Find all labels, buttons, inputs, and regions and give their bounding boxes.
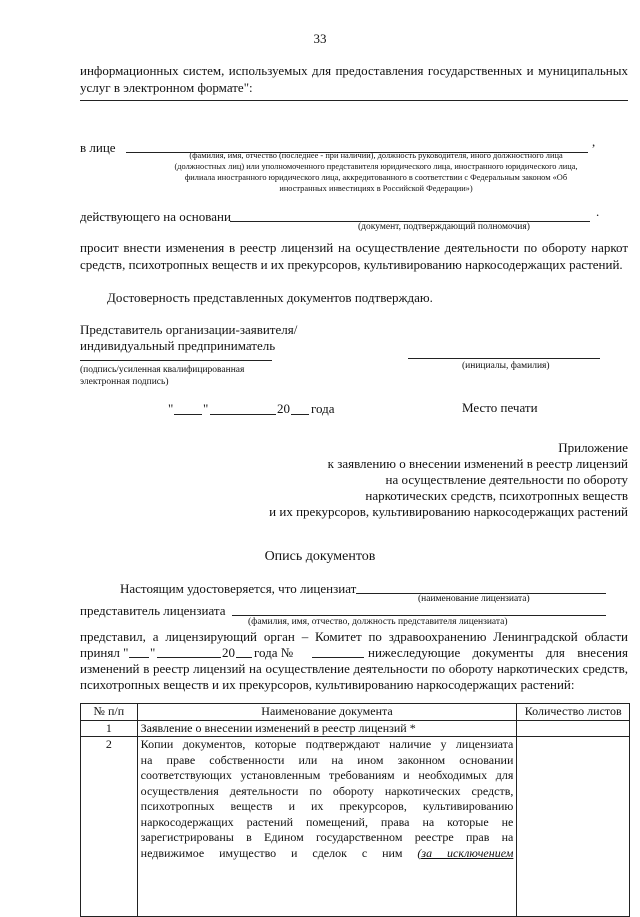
row-2-sheets (517, 737, 630, 917)
signature-caption-1: (подпись/усиленная квалифицированная (80, 365, 245, 375)
date-day-line (174, 414, 202, 415)
page-number: 33 (313, 31, 327, 46)
inventory-para-line-2-quote: " (150, 645, 156, 660)
date-year-suffix: года (311, 401, 335, 416)
date-year-line (291, 414, 309, 415)
signature-caption-2: электронная подпись) (80, 377, 169, 387)
annex-line-5: и их прекурсоров, культивированию наркосодержащих растений (269, 504, 628, 519)
accept-month-line (157, 657, 221, 658)
inventory-para-line-2-number: года № (254, 645, 294, 660)
representative-caption-line-3: филиала иностранного юридического лица, аккредитованного в соответствии с Федеральным законом «Об (184, 173, 568, 182)
accept-year-line (236, 657, 252, 658)
annex-line-1: Приложение (558, 440, 628, 455)
row-2-line-8-tail: (за исключением (417, 845, 514, 860)
date-year-prefix: 20 (277, 401, 290, 416)
documents-table (80, 703, 630, 917)
initials-caption: (инициалы, фамилия) (462, 361, 550, 371)
inventory-para-line-1: представил, а лицензирующий орган – Комитет по здравоохранению Ленинградской области (80, 629, 628, 644)
row-2-line-5: психотропных веществ и их прекурсоров, культивированию (140, 799, 514, 813)
table-row (81, 737, 630, 917)
row-1-sheets (517, 720, 630, 737)
initials-line (408, 358, 600, 359)
row-2-line-7: зарегистрированы в Едином государственном реестре прав на (140, 830, 514, 844)
row-1-number: 1 (81, 720, 138, 737)
date-quote-open: " (168, 401, 174, 416)
representative-caption-line-4: иностранных инвестициях в Российской Федерации») (279, 184, 473, 193)
inventory-title: Опись документов (264, 549, 376, 564)
licensee-caption: (наименование лицензиата) (418, 594, 530, 604)
inventory-para-line-2-start: принял " (80, 645, 129, 660)
row-2-line-8-text: недвижимое имущество и сделок с ним (140, 845, 403, 860)
inventory-para-line-2-end: нижеследующие документы для внесения (368, 645, 628, 660)
applicant-line-1: Представитель организации-заявителя/ (80, 322, 298, 337)
licensee-rep-label: представитель лицензиата (80, 603, 226, 618)
header-sheet-count: Количество листов (517, 704, 630, 721)
header-number: № п/п (81, 704, 138, 721)
intro-line-2: услуг в электронном формате": (80, 80, 253, 95)
table-header-row (81, 704, 630, 721)
representative-caption-line-2: (должностных лиц) или уполномоченного представителя юридического лица, иностранного юридического лица, (174, 162, 578, 171)
date-month-line (210, 414, 276, 415)
representative-caption (126, 150, 626, 194)
licensee-rep-caption: (фамилия, имя, отчество, должность представителя лицензиата) (248, 617, 508, 627)
applicant-line-2: индивидуальный предприниматель (80, 338, 276, 353)
intro-line-1: информационных систем, используемых для предоставления государственных и муниципальных (80, 63, 628, 78)
annex-block (240, 440, 628, 520)
annex-line-4: наркотических средств, психотропных веществ (365, 488, 628, 503)
representative-label: в лице (80, 140, 116, 155)
basis-period: . (596, 204, 600, 219)
row-2-document (137, 737, 517, 917)
row-2-line-3: соответствующих установленным требованиям и необходимых для (140, 768, 514, 782)
table-row (81, 720, 630, 737)
row-2-line-2: на праве собственности или на ином законном основании (140, 752, 514, 767)
inventory-certify: Настоящим удостоверяется, что лицензиат (120, 581, 357, 596)
basis-label: действующего на основани (80, 209, 231, 224)
inventory-para-line-2-year: 20 (222, 645, 235, 660)
request-line-2: средств, психотропных веществ и их прекурсоров, культивированию наркосодержащих растений. (80, 257, 623, 272)
date-quote-close: " (203, 401, 209, 416)
representative-caption-line-1: (фамилия, имя, отчество (последнее - при наличии), должность руководителя, иного должностного лица (189, 151, 563, 160)
row-2-line-4: осуществления деятельности по обороту наркотических средств, (140, 783, 514, 798)
header-document-name: Наименование документа (137, 704, 517, 721)
row-2-line-1: Копии документов, которые подтверждают наличие у лицензиата (140, 737, 514, 751)
seal-label: Место печати (462, 400, 538, 415)
row-2-line-6: наркосодержащих растений помещений, права на которые не (140, 814, 514, 829)
row-2-number: 2 (81, 737, 138, 917)
inventory-para-line-4: психотропных веществ и их прекурсоров, культивированию наркосодержащих растений: (80, 677, 575, 692)
row-1-document: Заявление о внесении изменений в реестр лицензий * (137, 720, 517, 737)
annex-line-3: на осуществление деятельности по обороту (385, 472, 628, 487)
accept-number-line (312, 657, 364, 658)
intro-fill-line (80, 100, 628, 101)
annex-line-2: к заявлению о внесении изменений в реестр лицензий (327, 456, 628, 471)
confirmation-text: Достоверность представленных документов подтверждаю. (107, 290, 433, 305)
representative-comma: , (592, 134, 596, 149)
row-2-line-8 (141, 846, 514, 862)
accept-day-line (129, 657, 149, 658)
request-line-1: просит внести изменения в реестр лицензий на осуществление деятельности по обороту наркот (80, 240, 628, 255)
basis-caption: (документ, подтверждающий полномочия) (358, 222, 530, 232)
signature-line (80, 360, 272, 361)
inventory-para-line-3: изменений в реестр лицензий на осуществление деятельности по обороту наркотических средств, (80, 661, 628, 676)
